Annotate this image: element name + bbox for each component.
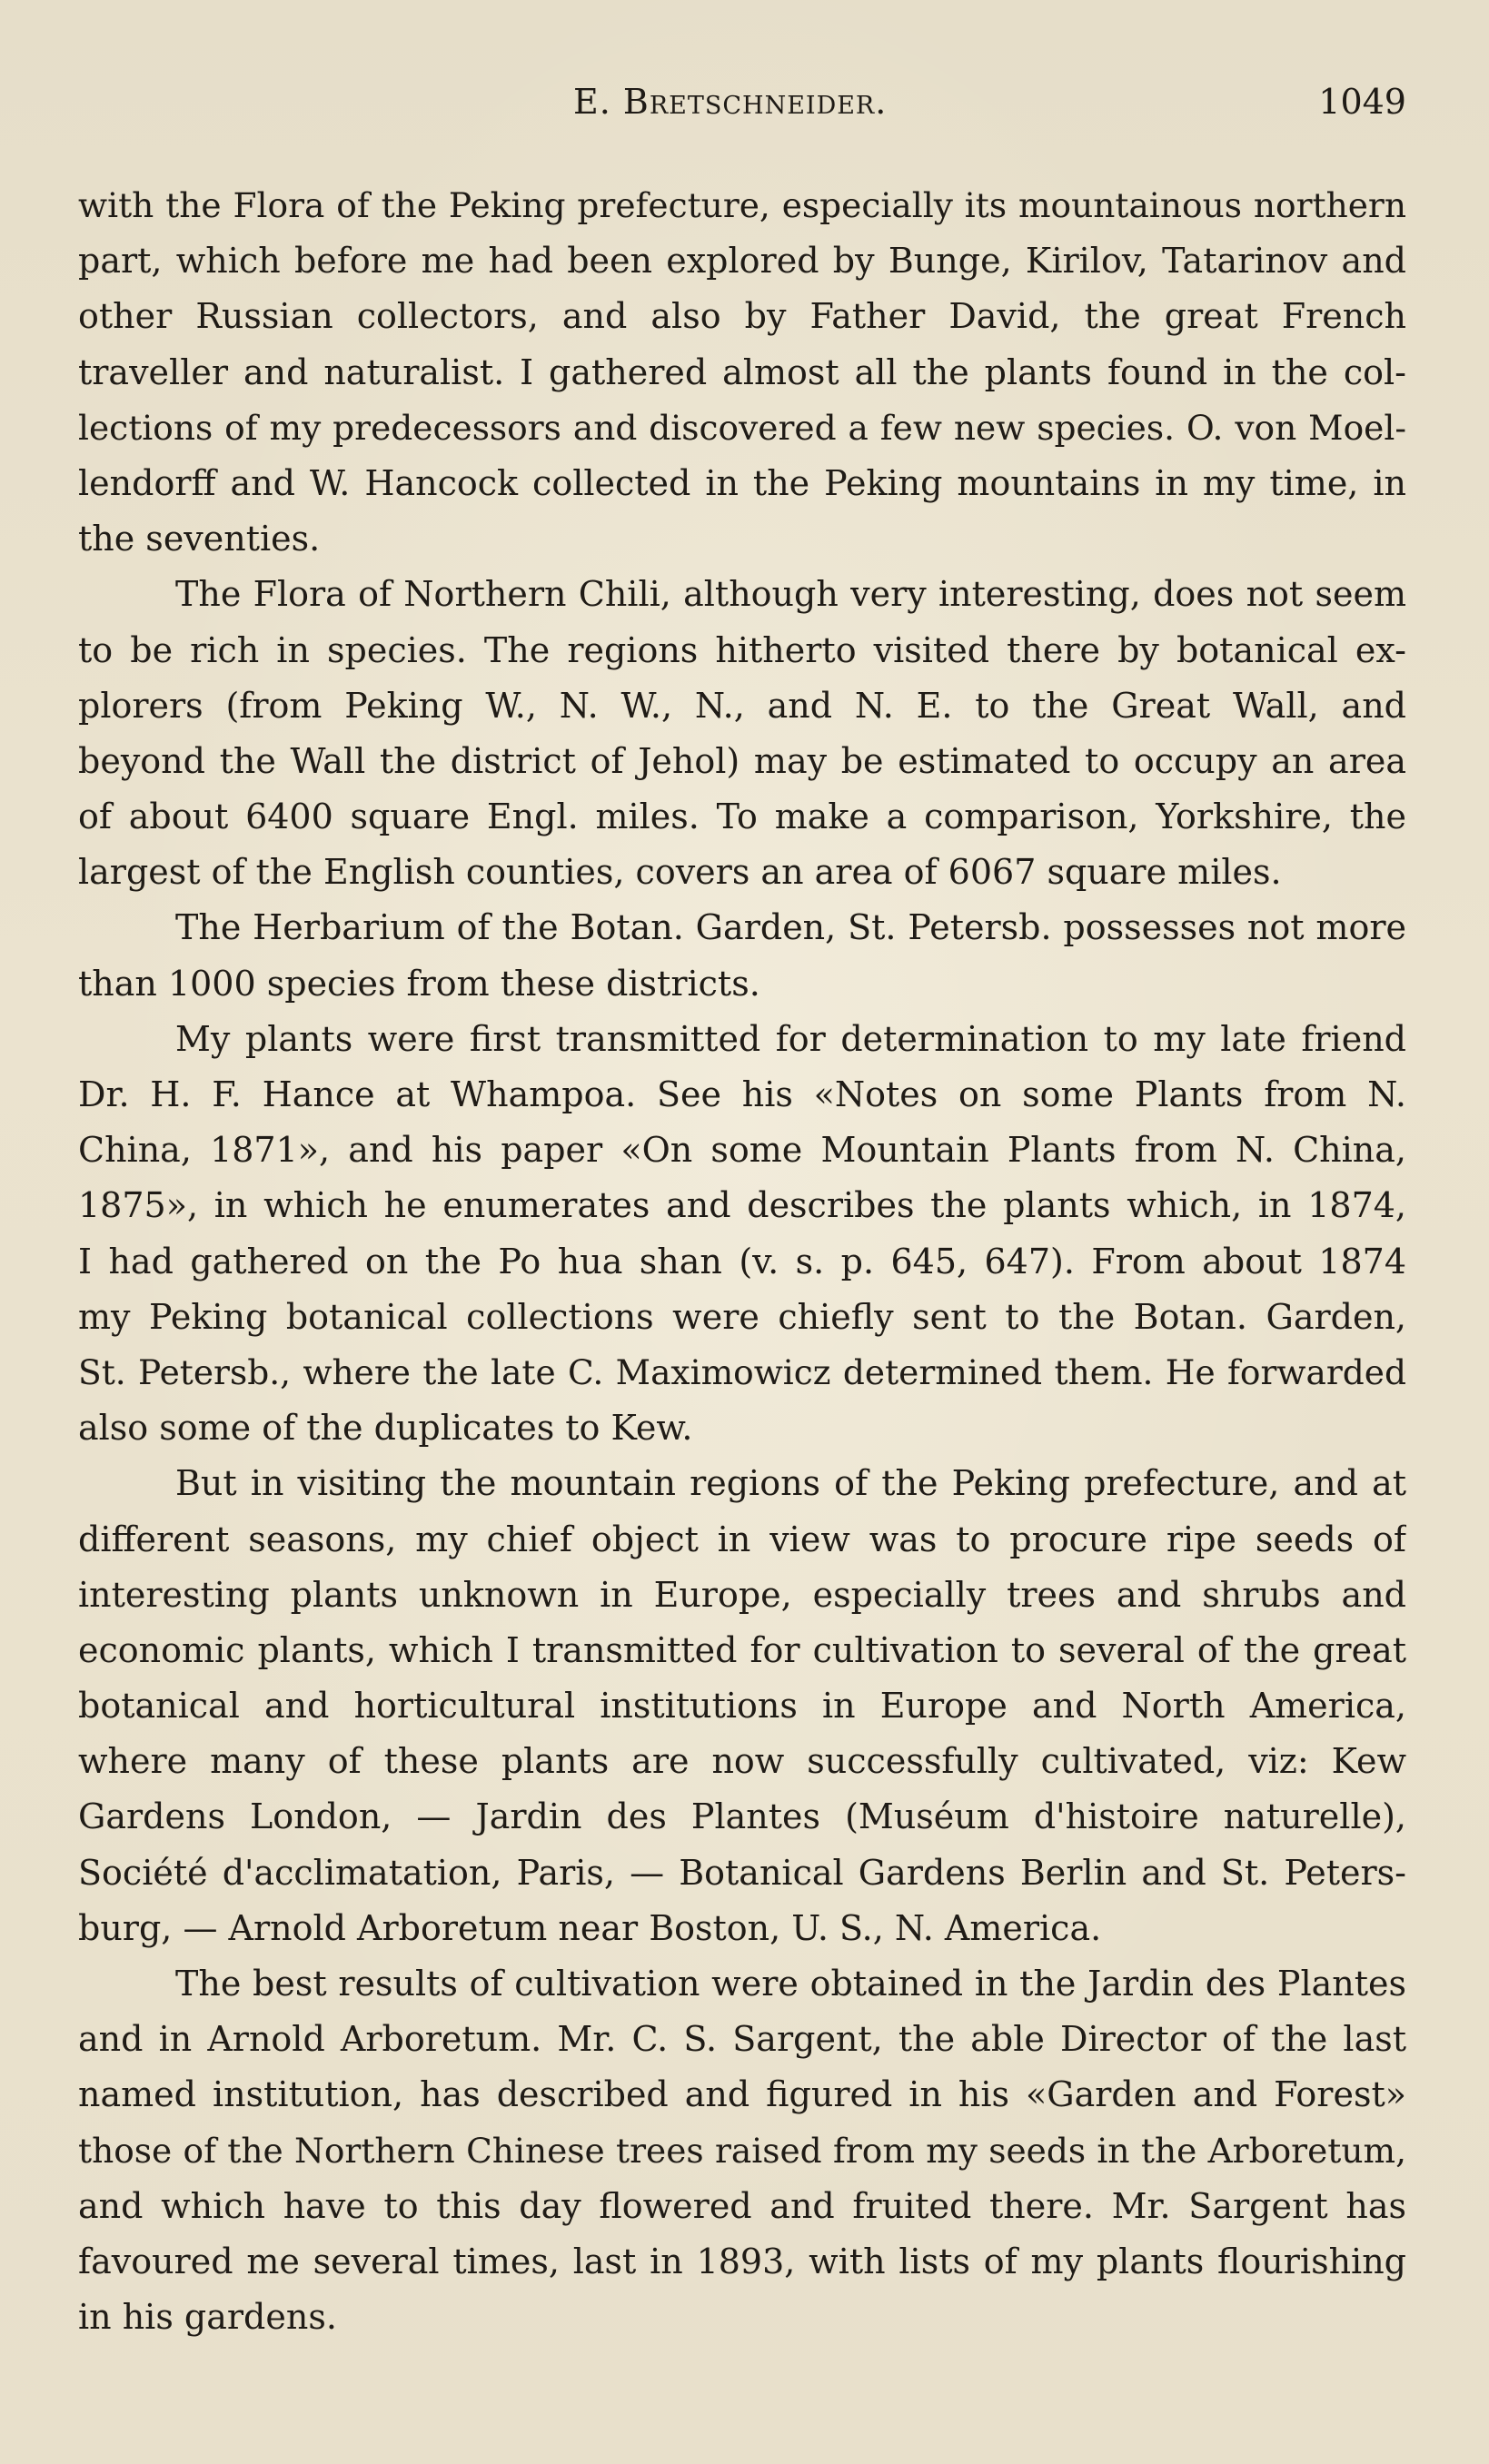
- text-line: in his gardens.: [78, 2297, 337, 2338]
- text-line: of about 6400 square Engl. miles. To make a comparison, Yorkshire, the: [78, 797, 1406, 837]
- text-line: and in Arnold Arboretum. Mr. C. S. Sargent, the able Director of the last: [78, 2019, 1406, 2060]
- text-line: where many of these plants are now successfully cultivated, viz: Kew: [78, 1741, 1406, 1782]
- text-line: Gardens London, — Jardin des Plantes (Muséum d'histoire naturelle),: [78, 1796, 1406, 1837]
- text-line: Dr. H. F. Hance at Whampoa. See his «Notes on some Plants from N.: [78, 1074, 1406, 1114]
- running-head-author: E. Bretschneider.: [573, 82, 888, 122]
- text-line: botanical and horticultural institutions in Europe and North America,: [78, 1686, 1406, 1727]
- text-line: beyond the Wall the district of Jehol) may be estimated to occupy an area: [78, 740, 1406, 781]
- paragraph-first-line: But in visiting the mountain regions of the Peking prefecture, and at: [175, 1463, 1406, 1504]
- paragraph-first-line: My plants were first transmitted for determination to my late friend: [175, 1018, 1406, 1059]
- text-line: named institution, has described and figured in his «Garden and Forest»: [78, 2074, 1406, 2115]
- text-line: interesting plants unknown in Europe, especially trees and shrubs and: [78, 1574, 1406, 1615]
- body-text: [78, 178, 1406, 2345]
- text-line: plorers (from Peking W., N. W., N., and N. E. to the Great Wall, and: [78, 685, 1406, 726]
- text-line: lendorff and W. Hancock collected in the Peking mountains in my time, in: [78, 462, 1406, 503]
- text-line: China, 1871», and his paper «On some Mountain Plants from N. China,: [78, 1130, 1406, 1171]
- text-line: part, which before me had been explored by Bunge, Kirilov, Tatarinov and: [78, 241, 1406, 282]
- text-line: different seasons, my chief object in view was to procure ripe seeds of: [78, 1519, 1406, 1559]
- text-line: to be rich in species. The regions hitherto visited there by botanical ex-: [78, 629, 1406, 670]
- paragraph-first-line: The best results of cultivation were obtained in the Jardin des Plantes: [175, 1964, 1406, 2004]
- text-line: traveller and naturalist. I gathered almost all the plants found in the col-: [78, 351, 1406, 392]
- text-line: burg, — Arnold Arboretum near Boston, U. S., N. America.: [78, 1907, 1102, 1948]
- text-line: favoured me several times, last in 1893, with lists of my plants flourishing: [78, 2241, 1406, 2281]
- text-line: lections of my predecessors and discovered a few new species. O. von Moel-: [78, 407, 1406, 448]
- text-line: I had gathered on the Po hua shan (v. s. p. 645, 647). From about 1874: [78, 1241, 1406, 1281]
- text-line: other Russian collectors, and also by Father David, the great French: [78, 296, 1406, 337]
- text-line: 1875», in which he enumerates and describes the plants which, in 1874,: [78, 1185, 1406, 1226]
- paragraph-first-line: The Herbarium of the Botan. Garden, St. Petersb. possesses not more: [175, 907, 1406, 948]
- text-line: and which have to this day flowered and fruited there. Mr. Sargent has: [78, 2185, 1406, 2226]
- text-line: the seventies.: [78, 519, 321, 559]
- page-number: 1049: [1318, 82, 1406, 122]
- text-line: with the Flora of the Peking prefecture, especially its mountainous northern: [78, 185, 1406, 225]
- paragraph-first-line: The Flora of Northern Chili, although very interesting, does not seem: [175, 574, 1406, 615]
- text-line: also some of the duplicates to Kew.: [78, 1408, 693, 1449]
- text-line: than 1000 species from these districts.: [78, 963, 760, 1004]
- running-head: [78, 82, 1406, 136]
- text-line: Société d'acclimatation, Paris, — Botanical Gardens Berlin and St. Peters-: [78, 1852, 1406, 1893]
- text-line: largest of the English counties, covers an area of 6067 square miles.: [78, 852, 1282, 893]
- text-line: my Peking botanical collections were chiefly sent to the Botan. Garden,: [78, 1296, 1406, 1337]
- text-line: economic plants, which I transmitted for cultivation to several of the great: [78, 1629, 1406, 1670]
- text-line: those of the Northern Chinese trees raised from my seeds in the Arboretum,: [78, 2130, 1406, 2171]
- text-line: St. Petersb., where the late C. Maximowicz determined them. He forwarded: [78, 1351, 1406, 1392]
